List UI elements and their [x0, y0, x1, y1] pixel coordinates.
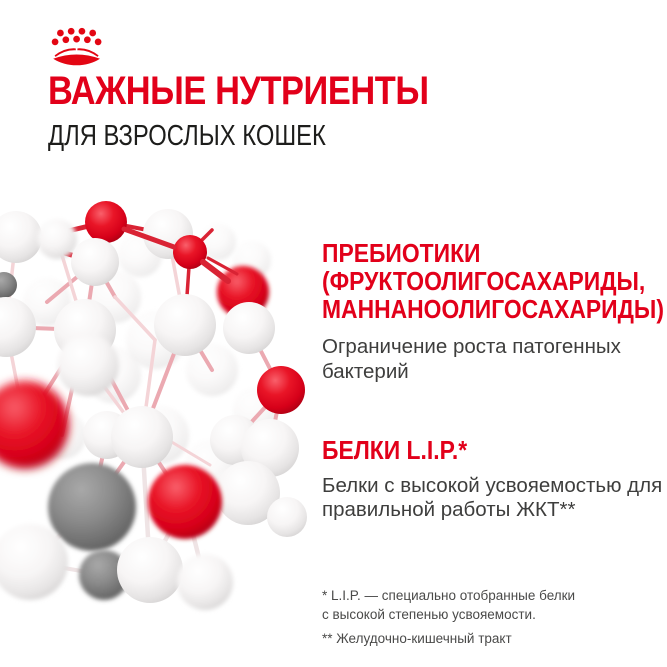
section-prebiotics-heading	[322, 238, 664, 324]
footnotes	[322, 586, 667, 648]
section-lip-heading	[322, 437, 626, 465]
section-lip-body: Белки с высокой усвояемостью для правильной работы ЖКТ**	[322, 473, 663, 522]
footnote-line: ** Желудочно-кишечный тракт	[322, 630, 512, 646]
heading-line: БЕЛКИ L.I.P.*	[322, 435, 468, 465]
molecule-3d-illustration	[0, 190, 325, 615]
footnote-line: * L.I.P. — специально отобранные белки	[322, 588, 576, 603]
page-title: ВАЖНЫЕ НУТРИЕНТЫ	[48, 69, 429, 113]
section-lip-proteins	[322, 437, 667, 523]
heading-line: (ФРУКТООЛИГОСАХАРИДЫ,	[322, 265, 646, 296]
section-prebiotics	[322, 240, 667, 385]
royal-canin-crown-icon	[49, 25, 107, 69]
heading-line: МАННАНООЛИГОСАХАРИДЫ)	[322, 293, 664, 324]
footnote-line: с высокой степенью усвояемости.	[322, 607, 536, 623]
page-subtitle: ДЛЯ ВЗРОСЛЫХ КОШЕК	[48, 120, 326, 152]
heading-line: ПРЕБИОТИКИ	[322, 238, 481, 268]
section-prebiotics-body: Ограничение роста патогенных бактерий	[322, 335, 621, 384]
